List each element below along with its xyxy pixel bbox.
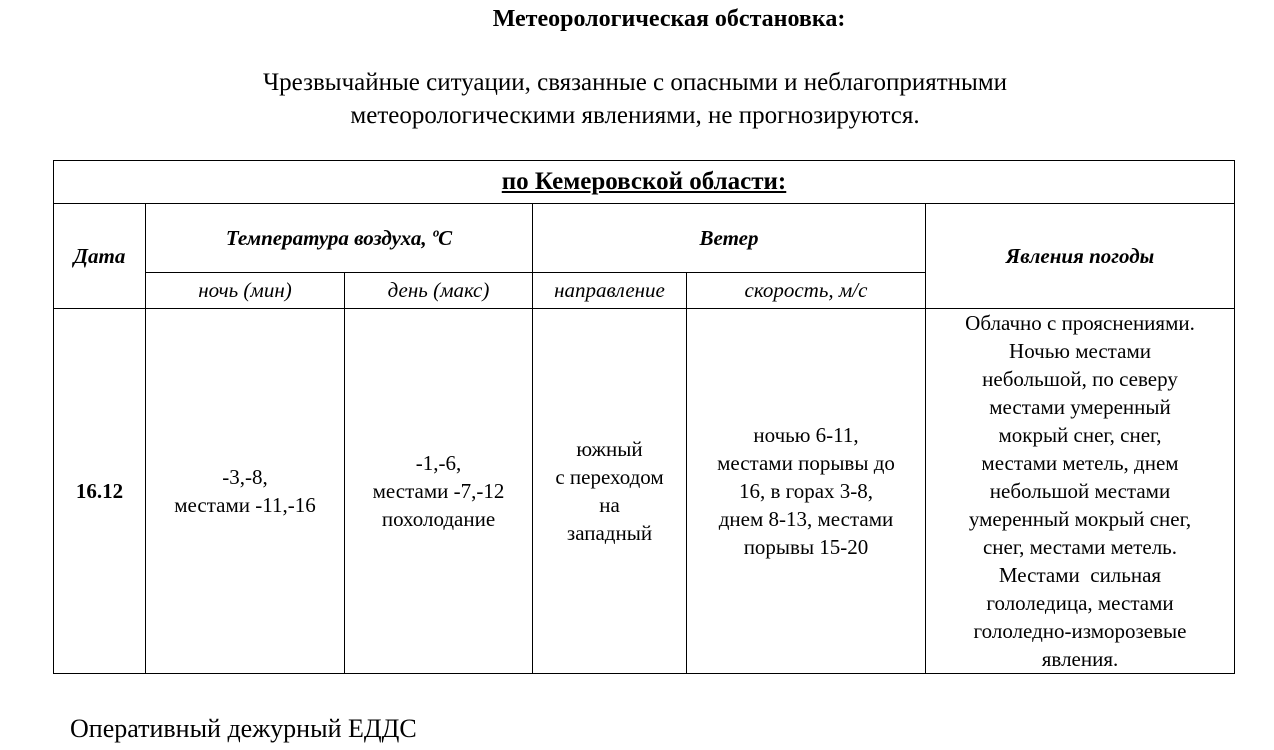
cell-line: Местами сильная	[998, 563, 1162, 587]
cell-line: порывы 15-20	[743, 535, 869, 559]
footer-signature: Оперативный дежурный ЕДДС	[70, 714, 417, 743]
wind-direction-cell	[533, 309, 687, 674]
day-subheader: день (макс)	[345, 273, 533, 309]
cell-line: местами -11,-16	[174, 493, 316, 517]
phenomena-header: Явления погоды	[926, 204, 1235, 309]
cell-line: ночью 6-11,	[753, 423, 859, 447]
temperature-header: Температура воздуха, ºС	[146, 204, 533, 273]
cell-line: местами -7,-12	[372, 479, 505, 503]
cell-line: местами порывы до	[717, 451, 895, 475]
day-temp-cell	[345, 309, 533, 674]
cell-line: местами умеренный	[989, 395, 1171, 419]
document-title: Метеорологическая обстановка:	[492, 6, 846, 32]
region-header: по Кемеровской области:	[54, 161, 1235, 204]
cell-line: -1,-6,	[415, 451, 462, 475]
speed-subheader: скорость, м/с	[687, 273, 926, 309]
cell-line: западный	[566, 521, 653, 545]
intro-line: метеорологическими явлениями, не прогнозируются.	[350, 102, 920, 129]
cell-line: на	[599, 493, 620, 517]
cell-line: небольшой местами	[989, 479, 1171, 503]
cell-line: -3,-8,	[222, 465, 268, 489]
cell-line: южный	[576, 437, 643, 461]
cell-line: небольшой, по северу	[982, 367, 1178, 391]
cell-line: Ночью местами	[1009, 339, 1151, 363]
cell-line: гололедно-изморозевые	[973, 619, 1187, 643]
cell-line: днем 8-13, местами	[718, 507, 894, 531]
cell-line: гололедица, местами	[986, 591, 1174, 615]
intro-line: Чрезвычайные ситуации, связанные с опасными и неблагоприятными	[262, 69, 1008, 96]
date-header: Дата	[54, 204, 146, 309]
cell-line: явления.	[1041, 647, 1119, 671]
cell-line: 16, в горах 3-8,	[738, 479, 874, 503]
cell-line: Облачно с прояснениями.	[965, 311, 1195, 335]
cell-line: местами метель, днем	[981, 451, 1179, 475]
table-row	[54, 309, 1235, 674]
cell-line: мокрый снег, снег,	[998, 423, 1162, 447]
cell-line: с переходом	[555, 465, 664, 489]
cell-line: похолодание	[381, 507, 496, 531]
direction-subheader: направление	[533, 273, 687, 309]
cell-line: снег, местами метель.	[982, 535, 1178, 559]
phenomena-cell	[926, 309, 1235, 674]
wind-speed-cell	[687, 309, 926, 674]
wind-header: Ветер	[533, 204, 926, 273]
intro-text	[0, 66, 1270, 132]
night-temp-cell	[146, 309, 345, 674]
cell-line: умеренный мокрый снег,	[968, 507, 1192, 531]
date-cell: 16.12	[54, 309, 146, 674]
weather-table	[53, 160, 1235, 674]
night-subheader: ночь (мин)	[146, 273, 345, 309]
